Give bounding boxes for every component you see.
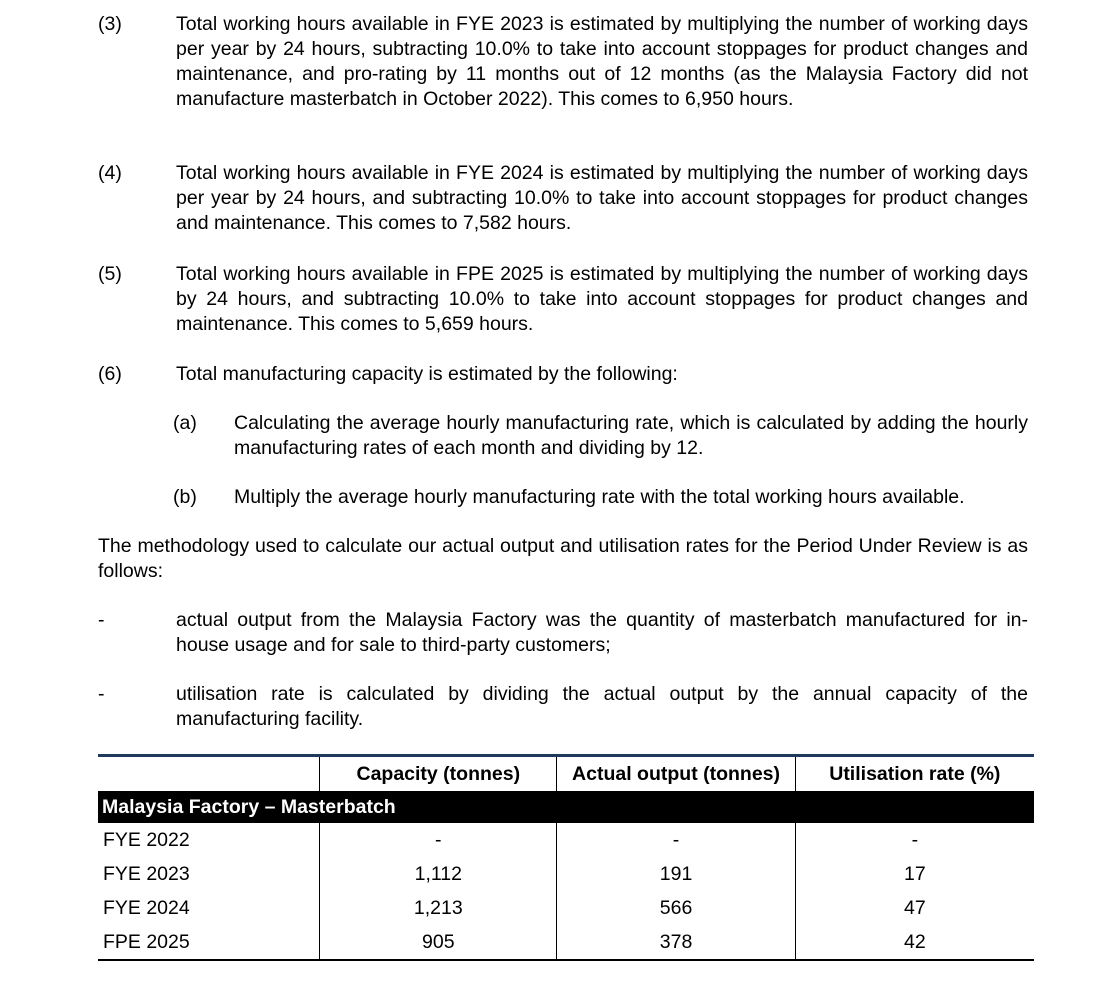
rate-cell: 47 bbox=[795, 891, 1034, 925]
rate-cell: 42 bbox=[795, 925, 1034, 960]
capacity-cell: 1,213 bbox=[320, 891, 557, 925]
capacity-cell: - bbox=[320, 823, 557, 857]
table-row bbox=[98, 823, 1034, 857]
table-section-row bbox=[98, 791, 1034, 823]
header-utilisation-rate: Utilisation rate (%) bbox=[829, 762, 1001, 785]
output-cell: - bbox=[557, 823, 795, 857]
table-header-row bbox=[98, 756, 1034, 792]
rate-cell: 17 bbox=[795, 857, 1034, 891]
period-cell: FYE 2024 bbox=[103, 896, 190, 919]
section-title: Malaysia Factory – Masterbatch bbox=[98, 791, 1034, 823]
bullet-text: actual output from the Malaysia Factory was the quantity of masterbatch manufactured for in-house usage and for sale to third-party customers; bbox=[176, 609, 1028, 656]
period-cell: FPE 2025 bbox=[98, 925, 320, 960]
methodology-intro: The methodology used to calculate our actual output and utilisation rates for the Period Under Review is as follows: bbox=[98, 535, 1028, 582]
subnote-letter: (a) bbox=[173, 412, 197, 434]
note-text: Total working hours available in FPE 2025 is estimated by multiplying the number of working days by 24 hours, and subtracting 10.0% to take into account stoppages for product changes and maintenance. This comes to 5,659 hours. bbox=[176, 263, 1028, 335]
output-cell: 566 bbox=[557, 891, 795, 925]
period-cell: FYE 2022 bbox=[103, 828, 190, 851]
output-cell: 378 bbox=[557, 925, 795, 960]
output-cell: 191 bbox=[557, 857, 795, 891]
note-text: Total manufacturing capacity is estimated by the following: bbox=[176, 363, 678, 385]
note-text: Total working hours available in FYE 2023 is estimated by multiplying the number of working days per year by 24 hours, subtracting 10.0% to take into account stoppages for product changes and maintenance, and pro-rating by 11 months out of 12 months (as the Malaysia Factory did not manufacture masterbatch in October 2022). This comes to 6,950 hours. bbox=[176, 13, 1028, 110]
note-number: (6) bbox=[98, 363, 122, 385]
capacity-table bbox=[98, 754, 1034, 961]
capacity-cell: 1,112 bbox=[320, 857, 557, 891]
capacity-cell: 905 bbox=[320, 925, 557, 960]
note-number: (4) bbox=[98, 162, 122, 184]
table-row bbox=[98, 891, 1034, 925]
header-actual-output: Actual output (tonnes) bbox=[557, 756, 795, 792]
subnote-text: Calculating the average hourly manufacturing rate, which is calculated by adding the hourly manufacturing rates of each month and dividing by 12. bbox=[234, 412, 1028, 459]
header-capacity: Capacity (tonnes) bbox=[320, 756, 557, 792]
bullet-text: utilisation rate is calculated by dividing the actual output by the annual capacity of the manufacturing facility. bbox=[176, 683, 1028, 730]
bullet-marker: - bbox=[98, 609, 105, 631]
bullet-marker: - bbox=[98, 683, 105, 705]
subnote-text: Multiply the average hourly manufacturing rate with the total working hours available. bbox=[234, 486, 965, 508]
header-blank bbox=[98, 756, 320, 792]
note-number: (3) bbox=[98, 13, 122, 35]
subnote-letter: (b) bbox=[173, 486, 197, 508]
note-number: (5) bbox=[98, 263, 122, 285]
table-row bbox=[98, 925, 1034, 960]
period-cell: FYE 2023 bbox=[103, 862, 190, 885]
rate-cell: - bbox=[795, 823, 1034, 857]
note-text: Total working hours available in FYE 2024 is estimated by multiplying the number of working days per year by 24 hours, and subtracting 10.0% to take into account stoppages for product changes and maintenance. This comes to 7,582 hours. bbox=[176, 162, 1028, 234]
table-row bbox=[98, 857, 1034, 891]
